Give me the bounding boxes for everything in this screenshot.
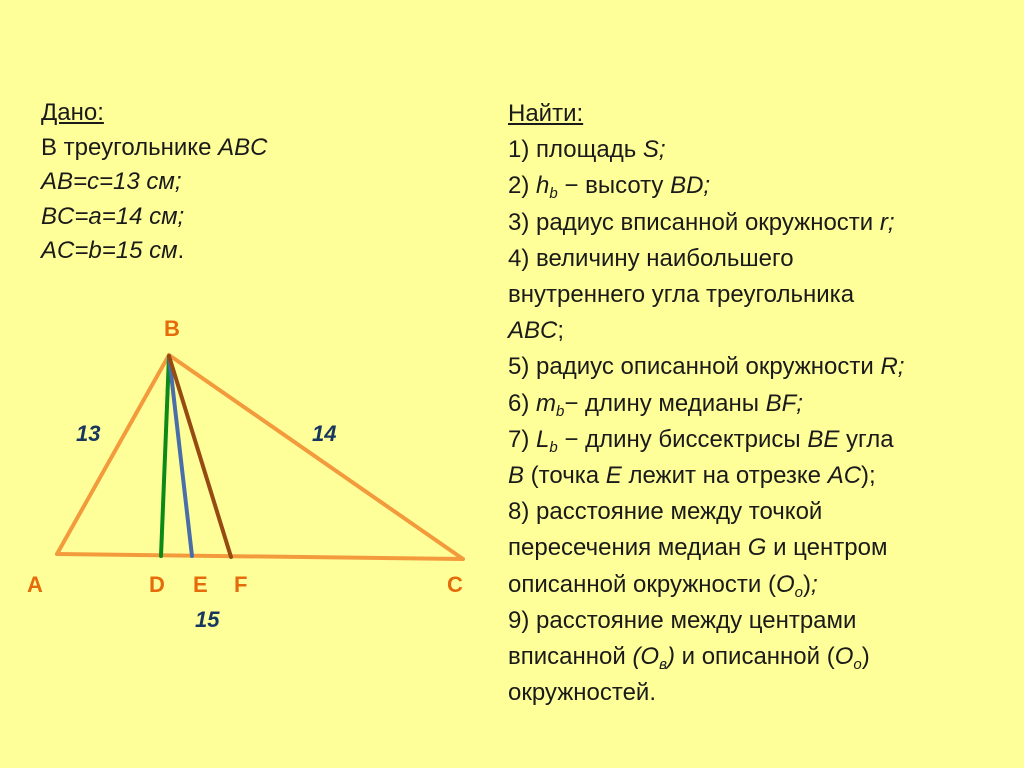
find-item-4-text-2: внутреннего угла треугольника: [508, 281, 855, 309]
find-item-3-text: 3) радиус вписанной окружности: [508, 208, 880, 236]
find-item-2-var: h: [536, 172, 550, 200]
find-item-9-circumcenter: O: [834, 643, 854, 671]
bisector-be: [169, 356, 192, 556]
given-ac-end: .: [177, 237, 185, 264]
find-item-2-seg: BD;: [670, 172, 711, 200]
given-triangle-prefix: В треугольнике: [41, 133, 219, 161]
side-bc-length: 14: [312, 421, 337, 446]
side-bc: [169, 355, 463, 559]
find-item-9-text-3: и описанной (: [674, 643, 835, 671]
find-item-7-point: E: [605, 462, 622, 490]
find-item-9-sub-1: в: [659, 656, 667, 674]
find-item-2-text: − высоту: [557, 172, 671, 200]
find-item-3-var: r;: [879, 208, 895, 236]
given-ab: AB=c=13 см;: [41, 168, 182, 195]
given-ac: AC=b=15 см: [41, 237, 178, 264]
find-item-6-text: − длину медианы: [564, 389, 766, 417]
find-item-7-end: );: [861, 462, 876, 490]
triangle-abc: [57, 355, 463, 559]
find-item-7-text-2: угла: [839, 425, 894, 453]
find-item-9-text-1: 9) расстояние между центрами: [508, 606, 857, 634]
find-item-8-paren: ): [802, 570, 811, 598]
find-item-4-text-1: 4) величину наибольшего: [508, 244, 794, 272]
find-item-9-paren-1: ): [666, 643, 675, 671]
side-ab: [57, 355, 169, 554]
find-item-2-num: 2): [508, 172, 537, 200]
find-item-8-text-4: описанной окружности (: [508, 570, 776, 598]
find-item-9-paren-2: ): [861, 643, 870, 671]
given-bc: BC=a=14 см;: [41, 202, 185, 230]
point-e-label: E: [193, 572, 208, 597]
find-item-6-seg: BF;: [765, 389, 803, 417]
given-triangle-name: ABC: [218, 133, 268, 161]
point-f-label: F: [234, 572, 248, 597]
find-item-6-num: 6): [508, 389, 537, 417]
find-item-2-sub: b: [549, 185, 558, 203]
find-item-9-text-2: вписанной: [508, 643, 633, 671]
find-item-7-angle: B: [508, 462, 525, 490]
find-item-4-triangle: ABC: [508, 317, 558, 345]
vertex-b-label: B: [164, 316, 180, 341]
find-item-5-text: 5) радиус описанной окружности: [508, 353, 881, 381]
find-item-7-seg: BE: [807, 425, 840, 453]
altitude-bd: [161, 356, 169, 556]
find-item-5-var: R;: [880, 353, 905, 381]
vertex-c-label: C: [447, 572, 463, 597]
find-item-9-text-4: окружностей.: [508, 679, 656, 707]
vertex-a-label: A: [27, 572, 43, 597]
median-bf: [169, 356, 231, 557]
side-ac: [57, 554, 463, 559]
find-item-6-var: m: [536, 389, 557, 417]
find-item-4-end: ;: [557, 317, 565, 345]
find-item-1-var: S;: [642, 136, 666, 164]
find-item-8-text-1: 8) расстояние между точкой: [508, 498, 823, 526]
find-item-7-text-4: лежит на отрезке: [621, 462, 828, 490]
side-ac-length: 15: [195, 607, 220, 632]
find-item-7-text-3: (точка: [524, 462, 606, 490]
find-item-7-segment: AC: [827, 462, 862, 490]
find-item-7-num: 7): [508, 425, 537, 453]
find-item-7-sub: b: [549, 438, 558, 456]
find-heading-text: Найти:: [508, 100, 584, 127]
find-item-6-sub: b: [556, 402, 565, 420]
find-item-8-end: ;: [810, 570, 818, 598]
find-item-7-var: L: [536, 425, 550, 453]
point-d-label: D: [149, 572, 165, 597]
find-item-9-sub-2: o: [853, 656, 862, 674]
find-item-8-sub: o: [794, 583, 803, 601]
find-item-7-text: − длину биссектрисы: [557, 425, 808, 453]
find-item-1-text: 1) площадь: [508, 136, 643, 164]
find-item-8-text-2: пересечения медиан: [508, 534, 748, 562]
find-item-9-incenter: (O: [632, 643, 660, 671]
given-heading-text: Дано:: [41, 99, 104, 126]
side-ab-length: 13: [76, 421, 101, 446]
find-item-8-center: O: [775, 570, 795, 598]
find-item-8-text-3: и центром: [766, 534, 888, 562]
find-item-8-point: G: [747, 534, 767, 562]
